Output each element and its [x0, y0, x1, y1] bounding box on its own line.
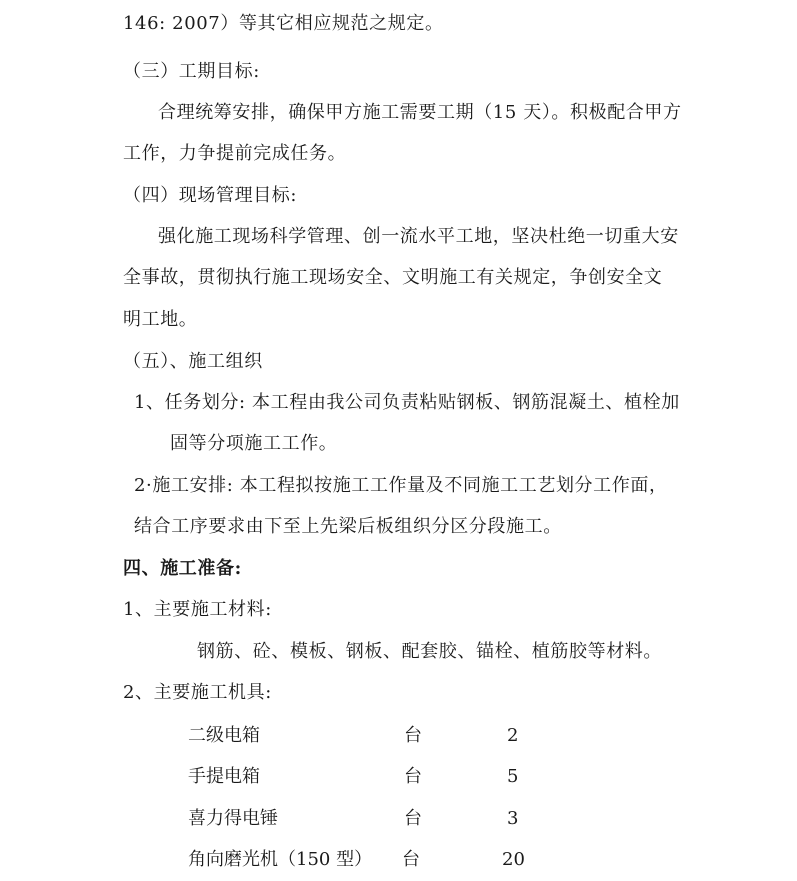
- equipment-qty: 3: [507, 808, 519, 829]
- equipment-name: 喜力得电锤: [188, 808, 278, 829]
- text-line: 146: 2007）等其它相应规范之规定。: [123, 13, 444, 34]
- text-line: 结合工序要求由下至上先梁后板组织分区分段施工。: [134, 516, 562, 537]
- equipment-name: 二级电箱: [188, 725, 260, 746]
- text-line: 工作，力争提前完成任务。: [123, 143, 347, 164]
- equipment-name: 角向磨光机（150 型）: [188, 849, 373, 870]
- text-line: 1、任务划分: 本工程由我公司负责粘贴钢板、钢筋混凝土、植栓加: [134, 392, 680, 413]
- equipment-qty: 5: [507, 766, 519, 787]
- section-heading: （四）现场管理目标:: [123, 185, 298, 206]
- equipment-unit: 台: [404, 766, 422, 787]
- text-line: 2·施工安排: 本工程拟按施工工作量及不同施工工艺划分工作面，: [134, 475, 668, 496]
- equipment-unit: 台: [402, 849, 420, 870]
- section-heading: （三）工期目标:: [123, 61, 260, 82]
- equipment-name: 手提电箱: [188, 766, 260, 787]
- subsection-heading: 1、主要施工材料:: [123, 599, 272, 620]
- text-line: 钢筋、砼、模板、钢板、配套胶、锚栓、植筋胶等材料。: [197, 641, 662, 662]
- equipment-qty: 2: [507, 725, 519, 746]
- chapter-heading: 四、施工准备:: [123, 558, 242, 579]
- equipment-unit: 台: [404, 725, 422, 746]
- subsection-heading: 2、主要施工机具:: [123, 682, 272, 703]
- equipment-qty: 20: [502, 849, 525, 870]
- text-line: 固等分项施工工作。: [170, 433, 338, 454]
- section-heading: （五）、施工组织: [123, 351, 263, 372]
- text-line: 明工地。: [123, 309, 198, 330]
- text-line: 合理统筹安排，确保甲方施工需要工期（15 天）。积极配合甲方: [158, 102, 682, 123]
- text-line: 全事故，贯彻执行施工现场安全、文明施工有关规定，争创安全文: [123, 267, 663, 288]
- text-line: 强化施工现场科学管理、创一流水平工地，坚决杜绝一切重大安: [158, 226, 679, 247]
- equipment-unit: 台: [404, 808, 422, 829]
